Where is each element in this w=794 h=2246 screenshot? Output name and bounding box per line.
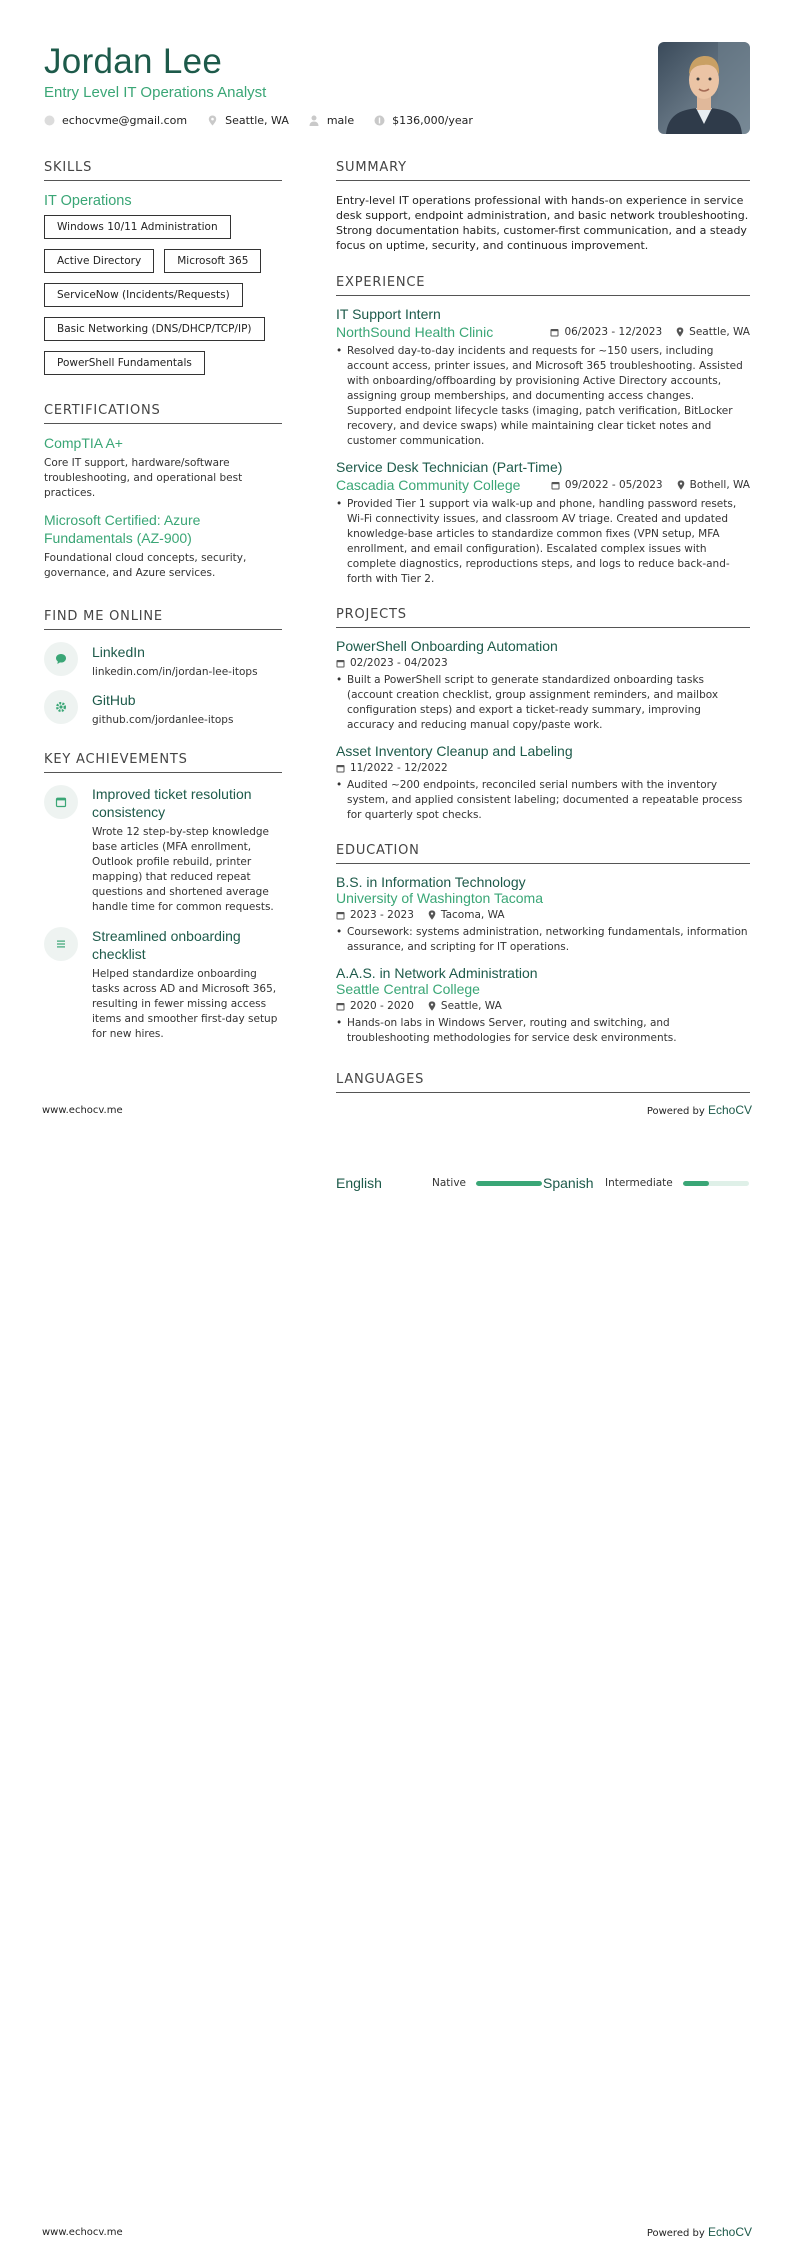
achievement-desc: Helped standardize onboarding tasks across AD and Microsoft 365, resulting in fewer missing access items and smoother first-day setup for new hires.: [92, 968, 278, 1040]
job-title: Service Desk Technician (Part-Time): [336, 459, 563, 475]
date-range: [336, 762, 448, 774]
bullet-text: Hands-on labs in Windows Server, routing and switching, and troubleshooting methodologies for service desk environments.: [347, 1017, 677, 1044]
employer-name: NorthSound Health Clinic: [336, 324, 494, 340]
project-item: [336, 743, 750, 823]
language-name: English: [336, 1175, 382, 1191]
languages-list: [336, 1175, 750, 1191]
achievement-item: [44, 785, 282, 915]
person-icon: [309, 115, 320, 126]
skills-heading: SKILLS: [44, 160, 282, 181]
calendar-icon: [336, 659, 345, 668]
location-value: Tacoma, WA: [440, 909, 505, 921]
achievement-desc: Wrote 12 step-by-step knowledge base articles (MFA enrollment, Outlook profile rebuild, printer mapping) that reduced repeat questions and shortened average handle time for common requests.: [92, 826, 274, 913]
date-range: [551, 479, 663, 491]
achievement-title: Improved ticket resolution consistency: [92, 786, 252, 820]
language-proficiency-fill: [476, 1181, 542, 1186]
date-range-value: 06/2023 - 12/2023: [564, 326, 663, 338]
skill-tags: [44, 215, 282, 385]
left-column: [44, 160, 282, 1042]
experience-section: [336, 275, 750, 587]
date-range-value: 02/2023 - 04/2023: [350, 657, 448, 669]
achievements-heading: KEY ACHIEVEMENTS: [44, 752, 282, 773]
summary-section: [336, 160, 750, 253]
powered-by-label: Powered by: [646, 1106, 705, 1117]
school-name: Seattle Central College: [336, 981, 480, 997]
projects-section: [336, 607, 750, 823]
bullet-item: • Coursework: systems administration, networking fundamentals, information assurance, and scripting for IT operations.: [336, 925, 750, 955]
degree-name: A.A.S. in Network Administration: [336, 965, 538, 981]
date-range-value: 09/2022 - 05/2023: [564, 479, 663, 491]
contact-location: [207, 114, 289, 127]
contact-salary: [374, 114, 473, 127]
language-level: Intermediate: [605, 1177, 673, 1189]
date-range-value: 2023 - 2023: [350, 909, 414, 921]
powered-by: [647, 2225, 752, 2239]
list-icon: [44, 927, 78, 961]
location: [677, 479, 750, 491]
achievement-item: [44, 927, 282, 1042]
education-item: [336, 965, 750, 1046]
brand-name: EchoCV: [707, 1103, 752, 1117]
certifications-section: [44, 403, 282, 581]
job-title: IT Support Intern: [336, 306, 441, 322]
language-level: Native: [432, 1177, 466, 1189]
email-icon: [44, 115, 55, 126]
location-pin-icon: [428, 910, 436, 920]
skill-tag: Microsoft 365: [164, 249, 261, 273]
resume-header: [44, 42, 750, 142]
right-column: [336, 160, 750, 1093]
skill-tag: Basic Networking (DNS/DHCP/TCP/IP): [44, 317, 265, 341]
education-item: [336, 874, 750, 955]
certification-desc: Core IT support, hardware/software troubleshooting, and operational best practices.: [44, 457, 243, 499]
date-range: [336, 909, 414, 921]
certification-item: [44, 434, 282, 501]
skill-tag: PowerShell Fundamentals: [44, 351, 205, 375]
certification-item: [44, 511, 282, 581]
skill-tag: Windows 10/11 Administration: [44, 215, 231, 239]
summary-heading: SUMMARY: [336, 160, 750, 181]
date-range-value: 11/2022 - 12/2022: [350, 762, 448, 774]
location-pin-icon: [677, 480, 685, 490]
bullet-text: Audited ~200 endpoints, reconciled serial numbers with the inventory system, and applied consistent labeling; documented a repeatable process for quarterly spot checks.: [347, 779, 743, 821]
summary-text: Entry-level IT operations professional with hands-on experience in service desk support, endpoint administration, and basic network troubleshooting. Strong documentation habits, customer-first communication, and a steady focus on uptime, security, and continuous improvement.: [336, 194, 749, 252]
gear-icon: [44, 690, 78, 724]
languages-heading: LANGUAGES: [336, 1072, 750, 1093]
school-name: University of Washington Tacoma: [336, 890, 543, 906]
bullet-item: • Resolved day-to-day incidents and requests for ~150 users, including account access, printer issues, and Microsoft 365 troubleshooting. Assisted with onboarding/offboarding by provisioning Active Directory accounts, assigning group memberships, and documenting access changes. Supported endpoint lifecycle tasks (imaging, patch verification, BitLocker recovery, and device swaps) while maintaining clear ticket notes and customer communication.: [336, 344, 750, 449]
location-pin-icon: [207, 115, 218, 126]
calendar-icon: [336, 764, 345, 773]
candidate-name: Jordan Lee: [44, 42, 223, 81]
bullet-text: Coursework: systems administration, networking fundamentals, information assurance, and scripting for IT operations.: [347, 926, 748, 953]
project-title: PowerShell Onboarding Automation: [336, 638, 558, 654]
date-range: [336, 1000, 414, 1012]
language-proficiency-fill: [683, 1181, 709, 1186]
certification-name: CompTIA A+: [44, 435, 123, 451]
languages-section: [336, 1072, 750, 1093]
contact-gender: [309, 114, 354, 127]
education-heading: EDUCATION: [336, 843, 750, 864]
skill-tag: ServiceNow (Incidents/Requests): [44, 283, 243, 307]
degree-name: B.S. in Information Technology: [336, 874, 526, 890]
location-pin-icon: [676, 327, 684, 337]
bullet-text: Provided Tier 1 support via walk-up and phone, handling password resets, Wi-Fi connectivity issues, and classroom AV triage. Created and updated knowledge-base articles to standardize common fixes (VPN setup, MFA enrollment, and email configuration). Escalated complex issues with complete diagnostics, reproductions steps, and logs to reduce back-and-forth with Tier 2.: [347, 498, 737, 585]
bullet-item: • Hands-on labs in Windows Server, routing and switching, and troubleshooting methodologies for service desk environments.: [336, 1016, 750, 1046]
achievement-title: Streamlined onboarding checklist: [92, 928, 241, 962]
certification-name: Microsoft Certified: Azure Fundamentals (AZ-900): [44, 512, 201, 546]
contact-email[interactable]: [44, 114, 187, 127]
contact-email-value: echocvme@gmail.com: [62, 114, 188, 127]
online-link[interactable]: linkedin.com/in/jordan-lee-itops: [92, 666, 258, 678]
calendar-icon: [336, 911, 345, 920]
experience-heading: EXPERIENCE: [336, 275, 750, 296]
education-section: [336, 843, 750, 1046]
language-item: [543, 1175, 750, 1191]
online-label: GitHub: [92, 692, 136, 708]
experience-item: [336, 459, 750, 587]
skill-tag: Active Directory: [44, 249, 154, 273]
date-range: [550, 326, 662, 338]
location-value: Seattle, WA: [689, 326, 750, 338]
certifications-heading: CERTIFICATIONS: [44, 403, 282, 424]
bullet-item: • Audited ~200 endpoints, reconciled serial numbers with the inventory system, and applied consistent labeling; documented a repeatable process for quarterly spot checks.: [336, 778, 750, 823]
profile-photo: [658, 42, 750, 134]
location: [428, 1000, 502, 1012]
contact-location-value: Seattle, WA: [225, 114, 289, 127]
projects-heading: PROJECTS: [336, 607, 750, 628]
location: [428, 909, 505, 921]
language-proficiency-bar: [683, 1181, 749, 1186]
online-item-linkedin[interactable]: [44, 642, 282, 678]
date-range: [336, 657, 448, 669]
language-item: [336, 1175, 543, 1191]
chat-bubble-icon: [44, 642, 78, 676]
bullet-item: • Provided Tier 1 support via walk-up and phone, handling password resets, Wi-Fi connectivity issues, and classroom AV triage. Created and updated knowledge-base articles to standardize common fixes (VPN setup, MFA enrollment, and email configuration). Escalated complex issues with complete diagnostics, reproductions steps, and logs to reduce back-and-forth with Tier 2.: [336, 497, 750, 587]
calendar-icon: [550, 328, 559, 337]
page-footer: [42, 1103, 752, 1117]
brand-name: EchoCV: [707, 2225, 752, 2239]
salary-icon: [374, 115, 385, 126]
calendar-icon: [551, 481, 560, 490]
bullet-text: Built a PowerShell script to generate standardized onboarding tasks (account creation checklist, group assignment reminders, and mailbox configuration steps) and export a ticket-ready summary, improving accuracy and reducing manual copy/paste work.: [347, 674, 719, 731]
certification-desc: Foundational cloud concepts, security, governance, and Azure services.: [44, 552, 247, 579]
language-name: Spanish: [543, 1175, 594, 1191]
location-pin-icon: [428, 1001, 436, 1011]
skills-section: [44, 160, 282, 385]
calendar-icon: [44, 785, 78, 819]
online-link[interactable]: github.com/jordanlee-itops: [92, 714, 234, 726]
experience-item: [336, 306, 750, 449]
powered-by-label: Powered by: [646, 2228, 705, 2239]
language-proficiency-bar: [476, 1181, 542, 1186]
online-item-github[interactable]: [44, 690, 282, 726]
online-heading: FIND ME ONLINE: [44, 609, 282, 630]
location-value: Seattle, WA: [440, 1000, 502, 1012]
project-title: Asset Inventory Cleanup and Labeling: [336, 743, 573, 759]
bullet-item: • Built a PowerShell script to generate standardized onboarding tasks (account creation checklist, group assignment reminders, and mailbox configuration steps) and export a ticket-ready summary, improving accuracy and reducing manual copy/paste work.: [336, 673, 750, 733]
project-item: [336, 638, 750, 733]
location: [676, 326, 750, 338]
online-label: LinkedIn: [92, 644, 145, 660]
skill-group-title: IT Operations: [44, 193, 132, 209]
date-range-value: 2020 - 2020: [350, 1000, 414, 1012]
contact-gender-value: male: [326, 114, 355, 127]
bullet-text: Resolved day-to-day incidents and requests for ~150 users, including account access, printer issues, and Microsoft 365 troubleshooting. Assisted with onboarding/offboarding by provisioning Active Directory accounts, assigning group memberships, and documenting access changes. Supported endpoint lifecycle tasks (imaging, patch verification, BitLocker recovery, and device swaps) while maintaining clear ticket notes and customer communication.: [347, 345, 743, 447]
calendar-icon: [336, 1002, 345, 1011]
achievements-section: [44, 752, 282, 1042]
footer-site-link[interactable]: www.echocv.me: [42, 1104, 123, 1116]
online-section: [44, 609, 282, 726]
powered-by: [647, 1103, 752, 1117]
contact-salary-value: $136,000/year: [392, 114, 473, 127]
page-footer: [42, 2225, 752, 2239]
location-value: Bothell, WA: [689, 479, 750, 491]
footer-site-link[interactable]: www.echocv.me: [42, 2226, 123, 2238]
contact-row: [44, 114, 750, 127]
candidate-title: Entry Level IT Operations Analyst: [44, 84, 267, 101]
employer-name: Cascadia Community College: [336, 477, 521, 493]
